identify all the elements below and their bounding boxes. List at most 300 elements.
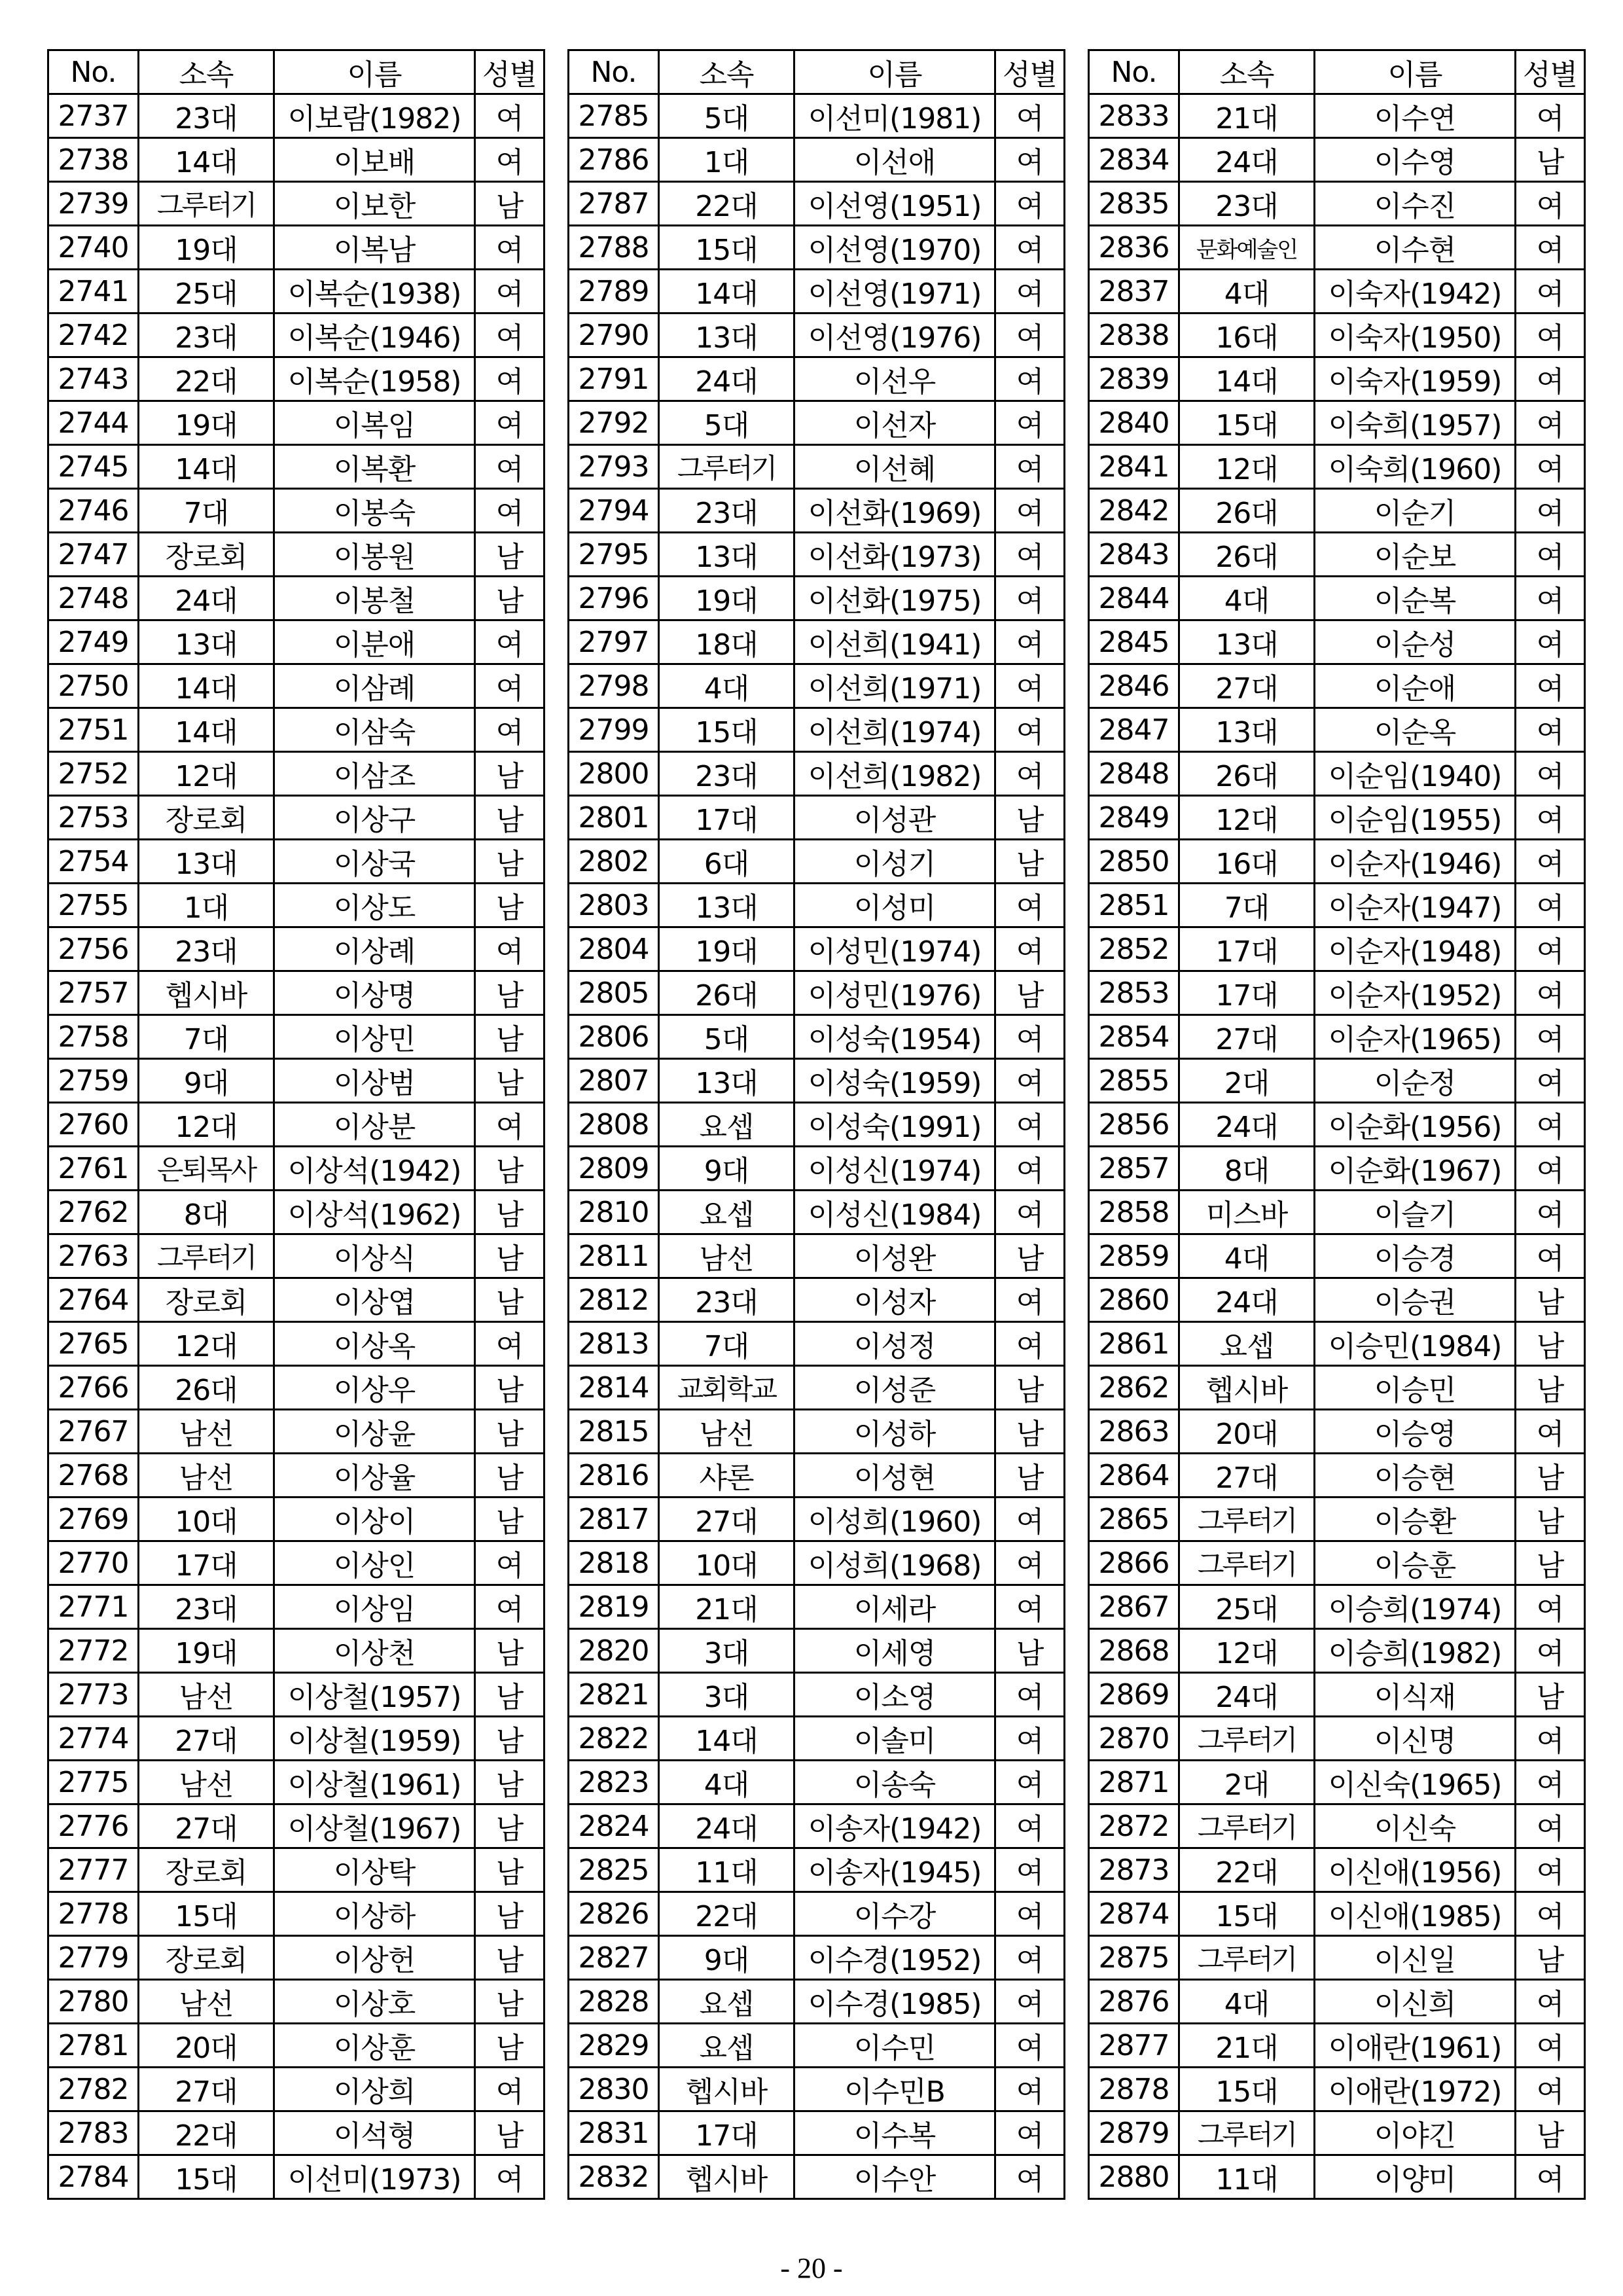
cell-name: 이수강: [794, 1892, 995, 1936]
cell-dept: 23대: [139, 1585, 274, 1629]
cell-gender: 여: [1516, 314, 1585, 357]
cell-no: 2847: [1089, 708, 1179, 752]
roster-table-3: [1088, 49, 1586, 2200]
cell-gender: 남: [995, 1410, 1065, 1454]
cell-name: 이순자(1952): [1315, 971, 1516, 1015]
table-row: [1089, 2111, 1585, 2155]
table-row: [569, 1015, 1065, 1059]
cell-gender: 남: [475, 1366, 544, 1410]
cell-name: 이성민(1976): [794, 971, 995, 1015]
cell-no: 2815: [569, 1410, 659, 1454]
cell-name: 이상철(1967): [274, 1804, 475, 1848]
cell-gender: 여: [1516, 401, 1585, 445]
cell-dept: 22대: [139, 2111, 274, 2155]
cell-no: 2807: [569, 1059, 659, 1103]
table-row: [1089, 1278, 1585, 1322]
cell-gender: 여: [1516, 533, 1585, 577]
cell-dept: 남선: [139, 1980, 274, 2024]
cell-name: 이상철(1957): [274, 1673, 475, 1717]
cell-dept: 남선: [139, 1673, 274, 1717]
cell-no: 2857: [1089, 1147, 1179, 1191]
cell-name: 이순화(1956): [1315, 1103, 1516, 1147]
cell-name: 이선희(1974): [794, 708, 995, 752]
cell-name: 이삼조: [274, 752, 475, 796]
cell-dept: 21대: [659, 1585, 794, 1629]
cell-no: 2863: [1089, 1410, 1179, 1454]
table-row: [1089, 94, 1585, 138]
cell-gender: 여: [475, 1322, 544, 1366]
cell-gender: 여: [475, 357, 544, 401]
cell-dept: 12대: [139, 1103, 274, 1147]
cell-gender: 여: [475, 270, 544, 314]
cell-dept: 7대: [659, 1322, 794, 1366]
cell-gender: 남: [1516, 1322, 1585, 1366]
table-row: [48, 840, 544, 884]
cell-name: 이상범: [274, 1059, 475, 1103]
cell-dept: 남선: [659, 1234, 794, 1278]
cell-no: 2804: [569, 927, 659, 971]
table-row: [48, 1234, 544, 1278]
cell-no: 2868: [1089, 1629, 1179, 1673]
cell-gender: 여: [995, 1804, 1065, 1848]
cell-dept: 11대: [1179, 2155, 1315, 2199]
cell-name: 이성신(1984): [794, 1191, 995, 1234]
table-row: [48, 796, 544, 840]
header-dept: 소속: [139, 50, 274, 94]
cell-name: 이성정: [794, 1322, 995, 1366]
cell-name: 이상우: [274, 1366, 475, 1410]
cell-name: 이상식: [274, 1234, 475, 1278]
cell-gender: 남: [995, 1629, 1065, 1673]
table-row: [48, 1848, 544, 1892]
cell-name: 이상명: [274, 971, 475, 1015]
cell-name: 이선희(1941): [794, 620, 995, 664]
cell-no: 2834: [1089, 138, 1179, 182]
cell-name: 이선애: [794, 138, 995, 182]
table-row: [569, 1541, 1065, 1585]
cell-gender: 남: [995, 971, 1065, 1015]
cell-name: 이수연: [1315, 94, 1516, 138]
table-row: [569, 2068, 1065, 2111]
table-row: [1089, 840, 1585, 884]
page-number: - 20 -: [780, 2252, 843, 2284]
cell-dept: 26대: [1179, 489, 1315, 533]
table-row: [48, 445, 544, 489]
cell-gender: 여: [995, 664, 1065, 708]
cell-no: 2744: [48, 401, 139, 445]
cell-name: 이상율: [274, 1454, 475, 1498]
cell-gender: 남: [995, 1454, 1065, 1498]
cell-dept: 4대: [659, 1761, 794, 1804]
cell-gender: 여: [995, 1673, 1065, 1717]
cell-dept: 2대: [1179, 1761, 1315, 1804]
cell-no: 2833: [1089, 94, 1179, 138]
cell-gender: 여: [1516, 2068, 1585, 2111]
cell-name: 이승희(1974): [1315, 1585, 1516, 1629]
cell-gender: 여: [995, 1498, 1065, 1541]
cell-gender: 남: [475, 182, 544, 226]
table-row: [569, 2024, 1065, 2068]
cell-gender: 여: [1516, 577, 1585, 620]
cell-gender: 여: [995, 1278, 1065, 1322]
table-row: [1089, 138, 1585, 182]
table-row: [1089, 1103, 1585, 1147]
cell-no: 2756: [48, 927, 139, 971]
table-row: [569, 1892, 1065, 1936]
cell-no: 2751: [48, 708, 139, 752]
cell-name: 이승영: [1315, 1410, 1516, 1454]
cell-no: 2878: [1089, 2068, 1179, 2111]
table-row: [1089, 2024, 1585, 2068]
cell-gender: 남: [475, 1454, 544, 1498]
cell-name: 이순자(1947): [1315, 884, 1516, 927]
cell-gender: 남: [475, 577, 544, 620]
cell-no: 2769: [48, 1498, 139, 1541]
cell-no: 2757: [48, 971, 139, 1015]
cell-no: 2774: [48, 1717, 139, 1761]
cell-no: 2753: [48, 796, 139, 840]
cell-no: 2763: [48, 1234, 139, 1278]
cell-no: 2797: [569, 620, 659, 664]
cell-name: 이선영(1971): [794, 270, 995, 314]
cell-dept: 14대: [139, 664, 274, 708]
cell-name: 이선미(1973): [274, 2155, 475, 2199]
cell-dept: 14대: [139, 708, 274, 752]
cell-name: 이상하: [274, 1892, 475, 1936]
cell-no: 2737: [48, 94, 139, 138]
cell-gender: 여: [995, 2111, 1065, 2155]
cell-name: 이복임: [274, 401, 475, 445]
table-row: [48, 1761, 544, 1804]
cell-no: 2867: [1089, 1585, 1179, 1629]
cell-dept: 24대: [1179, 138, 1315, 182]
cell-dept: 24대: [1179, 1103, 1315, 1147]
table-row: [569, 1234, 1065, 1278]
cell-gender: 여: [475, 2155, 544, 2199]
cell-gender: 여: [995, 2155, 1065, 2199]
cell-gender: 여: [1516, 796, 1585, 840]
cell-dept: 20대: [139, 2024, 274, 2068]
cell-no: 2816: [569, 1454, 659, 1498]
table-row: [569, 1936, 1065, 1980]
cell-no: 2860: [1089, 1278, 1179, 1322]
table-row: [569, 94, 1065, 138]
cell-gender: 여: [995, 182, 1065, 226]
cell-dept: 17대: [659, 2111, 794, 2155]
cell-name: 이상석(1962): [274, 1191, 475, 1234]
cell-gender: 여: [1516, 226, 1585, 270]
cell-name: 이선희(1982): [794, 752, 995, 796]
cell-no: 2808: [569, 1103, 659, 1147]
cell-gender: 여: [995, 401, 1065, 445]
cell-no: 2836: [1089, 226, 1179, 270]
cell-no: 2873: [1089, 1848, 1179, 1892]
cell-dept: 1대: [139, 884, 274, 927]
table-row: [569, 620, 1065, 664]
table-row: [1089, 1585, 1585, 1629]
table-row: [48, 226, 544, 270]
cell-gender: 여: [995, 533, 1065, 577]
cell-gender: 여: [475, 1541, 544, 1585]
cell-gender: 여: [475, 314, 544, 357]
cell-no: 2788: [569, 226, 659, 270]
cell-no: 2739: [48, 182, 139, 226]
cell-no: 2766: [48, 1366, 139, 1410]
cell-no: 2741: [48, 270, 139, 314]
cell-no: 2748: [48, 577, 139, 620]
cell-no: 2832: [569, 2155, 659, 2199]
cell-dept: 18대: [659, 620, 794, 664]
cell-name: 이석형: [274, 2111, 475, 2155]
cell-name: 이순자(1946): [1315, 840, 1516, 884]
cell-dept: 4대: [1179, 1980, 1315, 2024]
table-row: [1089, 796, 1585, 840]
cell-gender: 여: [995, 1761, 1065, 1804]
cell-name: 이숙자(1950): [1315, 314, 1516, 357]
table-row: [48, 1980, 544, 2024]
cell-no: 2817: [569, 1498, 659, 1541]
cell-dept: 12대: [139, 1322, 274, 1366]
cell-dept: 요셉: [659, 1103, 794, 1147]
cell-dept: 11대: [659, 1848, 794, 1892]
cell-no: 2762: [48, 1191, 139, 1234]
table-row: [569, 971, 1065, 1015]
cell-dept: 22대: [659, 1892, 794, 1936]
header-gender: 성별: [995, 50, 1065, 94]
cell-name: 이복순(1938): [274, 270, 475, 314]
table-row: [569, 708, 1065, 752]
table-row: [1089, 1498, 1585, 1541]
cell-name: 이상윤: [274, 1410, 475, 1454]
header-name: 이름: [1315, 50, 1516, 94]
cell-dept: 5대: [659, 1015, 794, 1059]
cell-name: 이애란(1961): [1315, 2024, 1516, 2068]
cell-dept: 그루터기: [139, 182, 274, 226]
cell-no: 2855: [1089, 1059, 1179, 1103]
table-row: [569, 533, 1065, 577]
table-row: [569, 357, 1065, 401]
cell-no: 2846: [1089, 664, 1179, 708]
cell-gender: 여: [1516, 708, 1585, 752]
cell-gender: 여: [475, 620, 544, 664]
cell-no: 2782: [48, 2068, 139, 2111]
cell-no: 2854: [1089, 1015, 1179, 1059]
cell-no: 2765: [48, 1322, 139, 1366]
cell-name: 이순옥: [1315, 708, 1516, 752]
table-row: [569, 884, 1065, 927]
cell-name: 이삼숙: [274, 708, 475, 752]
cell-name: 이순화(1967): [1315, 1147, 1516, 1191]
cell-no: 2749: [48, 620, 139, 664]
cell-name: 이성숙(1954): [794, 1015, 995, 1059]
header-no: No.: [48, 50, 139, 94]
cell-no: 2840: [1089, 401, 1179, 445]
cell-name: 이선우: [794, 357, 995, 401]
cell-gender: 남: [475, 752, 544, 796]
table-row: [48, 1629, 544, 1673]
table-row: [1089, 2155, 1585, 2199]
cell-name: 이성희(1960): [794, 1498, 995, 1541]
cell-gender: 남: [1516, 138, 1585, 182]
cell-name: 이승현: [1315, 1454, 1516, 1498]
cell-dept: 12대: [1179, 1629, 1315, 1673]
cell-no: 2825: [569, 1848, 659, 1892]
cell-name: 이상임: [274, 1585, 475, 1629]
cell-name: 이순복: [1315, 577, 1516, 620]
table-row: [569, 226, 1065, 270]
cell-dept: 24대: [1179, 1278, 1315, 1322]
cell-dept: 24대: [659, 357, 794, 401]
cell-dept: 1대: [659, 138, 794, 182]
table-row: [1089, 489, 1585, 533]
cell-gender: 남: [475, 840, 544, 884]
cell-name: 이분애: [274, 620, 475, 664]
cell-name: 이삼례: [274, 664, 475, 708]
cell-dept: 요셉: [1179, 1322, 1315, 1366]
cell-gender: 여: [995, 752, 1065, 796]
table-row: [569, 1804, 1065, 1848]
cell-dept: 13대: [1179, 620, 1315, 664]
cell-gender: 여: [995, 226, 1065, 270]
table-row: [569, 664, 1065, 708]
table-row: [48, 1059, 544, 1103]
table-row: [1089, 1892, 1585, 1936]
table-row: [48, 94, 544, 138]
cell-no: 2843: [1089, 533, 1179, 577]
cell-name: 이수영: [1315, 138, 1516, 182]
table-row: [1089, 1015, 1585, 1059]
cell-name: 이상인: [274, 1541, 475, 1585]
cell-dept: 7대: [139, 489, 274, 533]
cell-dept: 12대: [1179, 796, 1315, 840]
cell-gender: 남: [475, 1761, 544, 1804]
cell-name: 이복남: [274, 226, 475, 270]
table-row: [1089, 1191, 1585, 1234]
cell-gender: 여: [995, 314, 1065, 357]
cell-name: 이선영(1976): [794, 314, 995, 357]
cell-dept: 5대: [659, 401, 794, 445]
table-row: [48, 1191, 544, 1234]
cell-name: 이신애(1985): [1315, 1892, 1516, 1936]
cell-name: 이성기: [794, 840, 995, 884]
cell-dept: 24대: [659, 1804, 794, 1848]
cell-name: 이세영: [794, 1629, 995, 1673]
cell-dept: 그루터기: [1179, 1804, 1315, 1848]
cell-dept: 20대: [1179, 1410, 1315, 1454]
cell-dept: 27대: [139, 1717, 274, 1761]
cell-dept: 13대: [659, 884, 794, 927]
table-row: [1089, 1234, 1585, 1278]
cell-gender: 남: [475, 884, 544, 927]
cell-no: 2871: [1089, 1761, 1179, 1804]
cell-name: 이숙자(1959): [1315, 357, 1516, 401]
cell-gender: 여: [1516, 2155, 1585, 2199]
cell-dept: 2대: [1179, 1059, 1315, 1103]
cell-no: 2819: [569, 1585, 659, 1629]
table-row: [1089, 1410, 1585, 1454]
cell-no: 2814: [569, 1366, 659, 1410]
table-row: [1089, 1454, 1585, 1498]
cell-name: 이상분: [274, 1103, 475, 1147]
cell-gender: 여: [1516, 1761, 1585, 1804]
table-row: [1089, 927, 1585, 971]
table-row: [1089, 884, 1585, 927]
cell-name: 이상민: [274, 1015, 475, 1059]
cell-name: 이순자(1965): [1315, 1015, 1516, 1059]
cell-dept: 27대: [1179, 664, 1315, 708]
table-row: [1089, 1366, 1585, 1410]
cell-dept: 3대: [659, 1629, 794, 1673]
cell-no: 2784: [48, 2155, 139, 2199]
cell-no: 2789: [569, 270, 659, 314]
cell-no: 2823: [569, 1761, 659, 1804]
cell-gender: 여: [475, 2068, 544, 2111]
header-row: [48, 50, 544, 94]
cell-no: 2824: [569, 1804, 659, 1848]
cell-name: 이애란(1972): [1315, 2068, 1516, 2111]
cell-no: 2806: [569, 1015, 659, 1059]
cell-name: 이선영(1970): [794, 226, 995, 270]
cell-dept: 헵시바: [139, 971, 274, 1015]
cell-name: 이선화(1969): [794, 489, 995, 533]
cell-no: 2831: [569, 2111, 659, 2155]
cell-gender: 여: [995, 94, 1065, 138]
cell-no: 2845: [1089, 620, 1179, 664]
cell-gender: 여: [1516, 884, 1585, 927]
table-row: [569, 1278, 1065, 1322]
cell-no: 2758: [48, 1015, 139, 1059]
table-row: [48, 1673, 544, 1717]
cell-gender: 여: [995, 1103, 1065, 1147]
cell-dept: 그루터기: [1179, 1936, 1315, 1980]
cell-name: 이상철(1961): [274, 1761, 475, 1804]
table-row: [48, 884, 544, 927]
cell-no: 2785: [569, 94, 659, 138]
cell-dept: 헵시바: [1179, 1366, 1315, 1410]
cell-no: 2754: [48, 840, 139, 884]
cell-name: 이상옥: [274, 1322, 475, 1366]
cell-dept: 3대: [659, 1673, 794, 1717]
header-name: 이름: [794, 50, 995, 94]
cell-no: 2772: [48, 1629, 139, 1673]
cell-no: 2740: [48, 226, 139, 270]
cell-no: 2742: [48, 314, 139, 357]
cell-name: 이복순(1946): [274, 314, 475, 357]
cell-name: 이수현: [1315, 226, 1516, 270]
table-row: [569, 1980, 1065, 2024]
table-row: [1089, 664, 1585, 708]
cell-no: 2801: [569, 796, 659, 840]
cell-dept: 그루터기: [1179, 1541, 1315, 1585]
cell-gender: 여: [1516, 1848, 1585, 1892]
cell-name: 이성미: [794, 884, 995, 927]
cell-dept: 23대: [1179, 182, 1315, 226]
cell-dept: 13대: [139, 620, 274, 664]
cell-dept: 26대: [1179, 752, 1315, 796]
cell-dept: 13대: [659, 533, 794, 577]
cell-gender: 남: [475, 1278, 544, 1322]
cell-name: 이승훈: [1315, 1541, 1516, 1585]
cell-name: 이상희: [274, 2068, 475, 2111]
cell-dept: 그루터기: [139, 1234, 274, 1278]
cell-no: 2853: [1089, 971, 1179, 1015]
cell-dept: 9대: [139, 1059, 274, 1103]
cell-dept: 14대: [1179, 357, 1315, 401]
cell-dept: 4대: [659, 664, 794, 708]
cell-gender: 남: [475, 1848, 544, 1892]
table-row: [1089, 2068, 1585, 2111]
cell-dept: 17대: [139, 1541, 274, 1585]
